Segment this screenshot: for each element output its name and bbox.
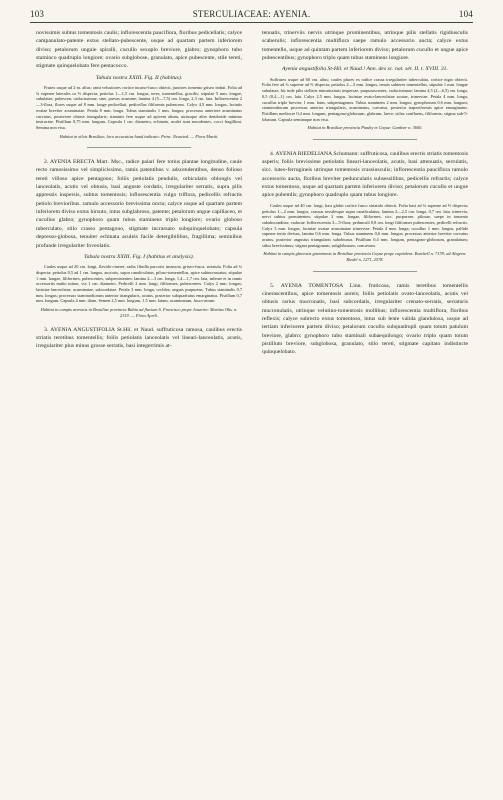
section-divider xyxy=(313,139,417,140)
species-continuation: novissimis subtus tomentosis caulis; inflorescentia paucifiora, floribus pedicellatis; calyce campanulato-patente extus stellato-pubescente, usque ad quartam partem inferiorem diviso; petalorum unguie spiralli, cucullo sexuplo breviore, glabro; gynophoro tubo staminco quadruplo longiore; ovario subglobose, granulato, apice pubescente, stile tereti, stigmate quinquelobato fere pentacocco. xyxy=(36,30,242,70)
habitat-note: Habitat in campis arenosis in Brasiliae provincia Bahia ad fluvium S. Francisco prope Joazeiro: Martius Obs. n. 2319. — Flora Aprili. xyxy=(40,307,238,318)
species-description: Caules usque ad 20 cm. longi, flavido-cinerei; radix fibrilla parcoris instructa, griseo-fusca, striatula. Folia ad ¾ dispecta; petiolus 0,5 ad 1 cm. longus, auctoris, supra canaliculatus, piloso-tomentellus, apice subincrassatus; stipulae 1 mm. longae, filiformes, pubescentes, subpersistentes; lamina 2—3 cm. longa, 1,4—1,7 cm. lata, inferne et in ramis accessoriis multo minor, vix 1 cm. diametro. Pedicelli 2 mm. longi, filiformes, pubescentes. Calyx 2 mm. longus; laciniae lanceolatae, acuminatae, subcordatae. Petala 3 mm. longa, cochlea, unguis purpureus. Tubus staminalis 0,7 mm. longus; processus staminodiorum anterior triangularis, acutus, posterior subquadratus emarginatus. Pistillum 0,7 mm. longum. Capsula 4 mm. diam. Semen 2,5 mm. longum, 1,5 mm. latum, acuminatum, fusco-atrum. xyxy=(36,264,242,304)
running-title: STERCULIACEAE: AYENIA. xyxy=(192,9,311,19)
species-entry-5: 5. AYENIA TOMENTOSA Linn. fruticosa, ramis teretibus tomentellis cinerascentibus, apice tomentosis aureis; foliis petiolatis ovato-lanceolatis, acutis vel obtusis rarius mucronatis, basi subcordatis, irregulariter crenato-serratis, serraturis mucronulatis, utrinque velutino-tomentosis mollibus; inflorescentia multiflora, floribus reflexis; calyce subrecto extus tomentoso, intus sub lente valida glandulosa, usque ad tertiam inferiorem partem diviso; petalorum cucullo subquadrupli quam totum patulum breviore, glabro; gynophoro tubo staminali subaequilongo; ovario triplo quam totum pistillum breviore, subglobosa, granulato, stilo tereti, stigmate capitato indistincte quinquelobato. xyxy=(262,282,468,356)
plate-reference: Tabula nostra XXIII. Fig. I (habitus et analysis). xyxy=(83,253,195,260)
page-number-left: 103 xyxy=(30,9,45,19)
species-description: Suffrutex usque ad 60 cm. altus; caules plures ex radice crassa irregulariter tuberculata, cortice nigro obtecti. Folia fere ad ¾ superne ad ⅔ dispecta; petiolus 2—3 mm. longus, tenuis subteres tomentellus, stipulae 1 mm. longae subulatae, hic inde pilis stellatis minutissimis inspersae, purpurascentes, caducissimae; lamina 4,5 (2—6,5) cm. longa, 0,5 (0,4—1) cm. lata. Calyx 2,5 mm. longus, laciniae ovato-lanceolatae acutae, trinerviae. Petala 4 mm. longa, cucullus triplo brevior, 1 mm. latus, subpentagonus. Tubus staminens 2 mm. longus; gynophorum 0,6 mm. longum; staminodiorum processus anterior triangularis, acuminatus, curvatus, posterior trapeziformis apice emarginatus. Pistillum mediocre 0,4 mm. longum, pentagono-globosum, glabrum, laeve; stilus confluens, filiformis; stigma sub-5-lobatum. Capsula seminaque non visa. xyxy=(262,76,468,122)
species-entry-2: 2. AYENIA ERECTA Mart. Msc., radice palari fere totius plantae longitudine, caule recto ramosissimo vel simplicissimo, ramis patentibus v. adscendentibus, denso folioso tereti villoso apice pentagono; foliis petiolatis pendulis, orbiculatis oblongis vel lanceolatis, acutis vel obtusis, basi anguste cordatis, irregulariter serratis, supra pilis appressis inspersis, subtus tomentosis; inflorescentia vulgo triflora, pedicellis refractis petiolo brevioribus. ramulo accessorio brevissima oncta; calyce usque ad quartam partem inferiorem diviso extus hirsuto, intus subglabroso, patente; petalorum ungue capillaceo, et cucullus glabro; gynophoro quam tubus staminens triplo longiore; ovario globoso tuberculato, stilo crasso pentagono, stigmate incrassato subquinquelobato; capsula depresso-globosa, tenuiter echinata aculeis facile detergibilibus, fragillima; seminibus profunde irregulariter foveolatis. xyxy=(36,159,242,249)
habitat-note: Habitat in Brasiliae provincia Piauhy et Goyaz: Gardner n. 3600. xyxy=(307,125,423,131)
species-entry-4: 4. AYENIA RIEDELIANA Schumann: suffruticosa, caulibus erectis striatis tomentosis asperis; foliis brevissime petiolatis lineari-lanceolatis, acutis, basi attenuatis, serrulatis, sicc. luteo-ferrugineis utrinque tomentosis crassiusculis; inflorescentia pauciflora ramulo accessorio aucta, floribus breviter pedunculatis subsessilibus, pedicellis refractis; calyce extus tomentoso, usque ad quartam partem inferiorem diviso; petalorum cucullo et ungue apice pubemlis; gynophoro quadruplo quam tubus longiore. xyxy=(262,150,468,199)
running-header xyxy=(30,9,473,21)
habitat-note: Habitat in campis glareosis graminosis in Brasiliae provincia Goyaz prope capitolem: Burchell n. 7178; ad Alegrea: Riedel n. 1271, 2578. xyxy=(263,251,467,263)
left-column xyxy=(36,29,242,351)
species-continuation: tenuatis, trinerviis nervis utrinque prominentibus, utrinque pilis stellatis rigidiusculis scaberulis; inflorescentia multiflora saepe ramulo accessorio aucta; calyce extus tomentello, usque ad quintam partem inferiorem diviso; petalorum cucullo et ungue apice pubescentibus; gynophoro triplo quam tubus staminens longiore. xyxy=(262,30,468,62)
species-description: Caules usque ad 40 cm. longi, basi glabri cortice fusco striatulo obtecti. Folia basi ad ¾ superne ad ⅔ dispecta; petiolus 1—2 mm. longus, crassus sessilesque supra canaliculatus; lamina 2—2,5 cm. longa, 0,7 cm. lata, trinervia, nervi subtus prominentes; stipulae 2 mm. longae, filiformes, sicc. purpureae, pilosae, saepe in tomento subabsconditae, caducae. Inflorescentia 3—5-flora; pedunculi 0,8 cm. longi filiformes pubescentes; pedicelli refractis. Calyx 3 mm. longus, laciniae ovatae acuminatae trinerviae. Petala 4 mm. longa; cucullus 1 mm. longus, pallide superne tertia divisus, lamina 0,6 mm. longa. Tubus staminens 0,6 mm. longus; processus anterior breviter curvatus acutus, posterior angustus triangularis subobtusus. Pistillum 0,4 mm. longum, pentagono-globosum, granulatum; stilus brevissimus; stigma pentagonum, subglobosum, concavum. xyxy=(262,202,468,248)
right-column xyxy=(262,29,468,357)
section-divider xyxy=(313,271,417,272)
species-entry-3: 3. AYENIA ANGUSTIFOLIA St.Hil. et Naud. suffruticosa ramosa, caulibus erectis striatis teretibus tomentellis; foliis petiolatis lanceolatis vel lineari-lanceolatis, acutis, irregulariter plus minus grosse serratis, basi integerrimis at- xyxy=(36,326,242,350)
section-divider xyxy=(87,147,191,148)
habitat-note: Habitat in silvis Brasiliae, loco accuratius haud indicato: Princ. Neuwied. — Flora Martii. xyxy=(59,133,219,139)
header-rule xyxy=(30,22,473,23)
synonym-reference: Ayenia angustifolia St-Hil. et Naud.! Ann. des sc. nat. sér. II. t. XVIII. 31. xyxy=(282,66,448,73)
species-description: Frutex usque ad 2 m. altus; rami velustiores cortice incano-fusco obtecti, juniores tomento griseo induti. Folia ad ¾ superne laterales ca ⅔ dispecta; petiolus 1—1,5 cm. longus, teres, tomentellus, gracilis; stipulae 5 mm. longae, subulatae, pubescen, caducissimae, sine, parvas acumine; lamina 4 (5—7,5) cm. longa, 2,3 cm. lata. Inflorescentia 2—3-flora, flores usque ad 8 mm. longe pedicellati, pedicellus filiformis pubescens. Calyx 4,5 mm. longus, laciniis ovatae breviter acuminatae. Petala 8 mm. longa. Tubus staminalis 1 mm. longus; processus anteriore acuminatus curvatus, posteriore obtuse triangularis; staminis fere usque ad apicem altum, utriusque alter dendroide minimo instructae. Pistillum 0,75 mm. longum. Capsula 1 cm. diametro, echinata, aculei sunt ancodentes, cocci fragillimi. Semina non visa. xyxy=(36,85,242,130)
page-number-right: 104 xyxy=(458,9,473,19)
plate-reference: Tabula nostra XXIII. Fig. II (habitus). xyxy=(95,74,183,81)
